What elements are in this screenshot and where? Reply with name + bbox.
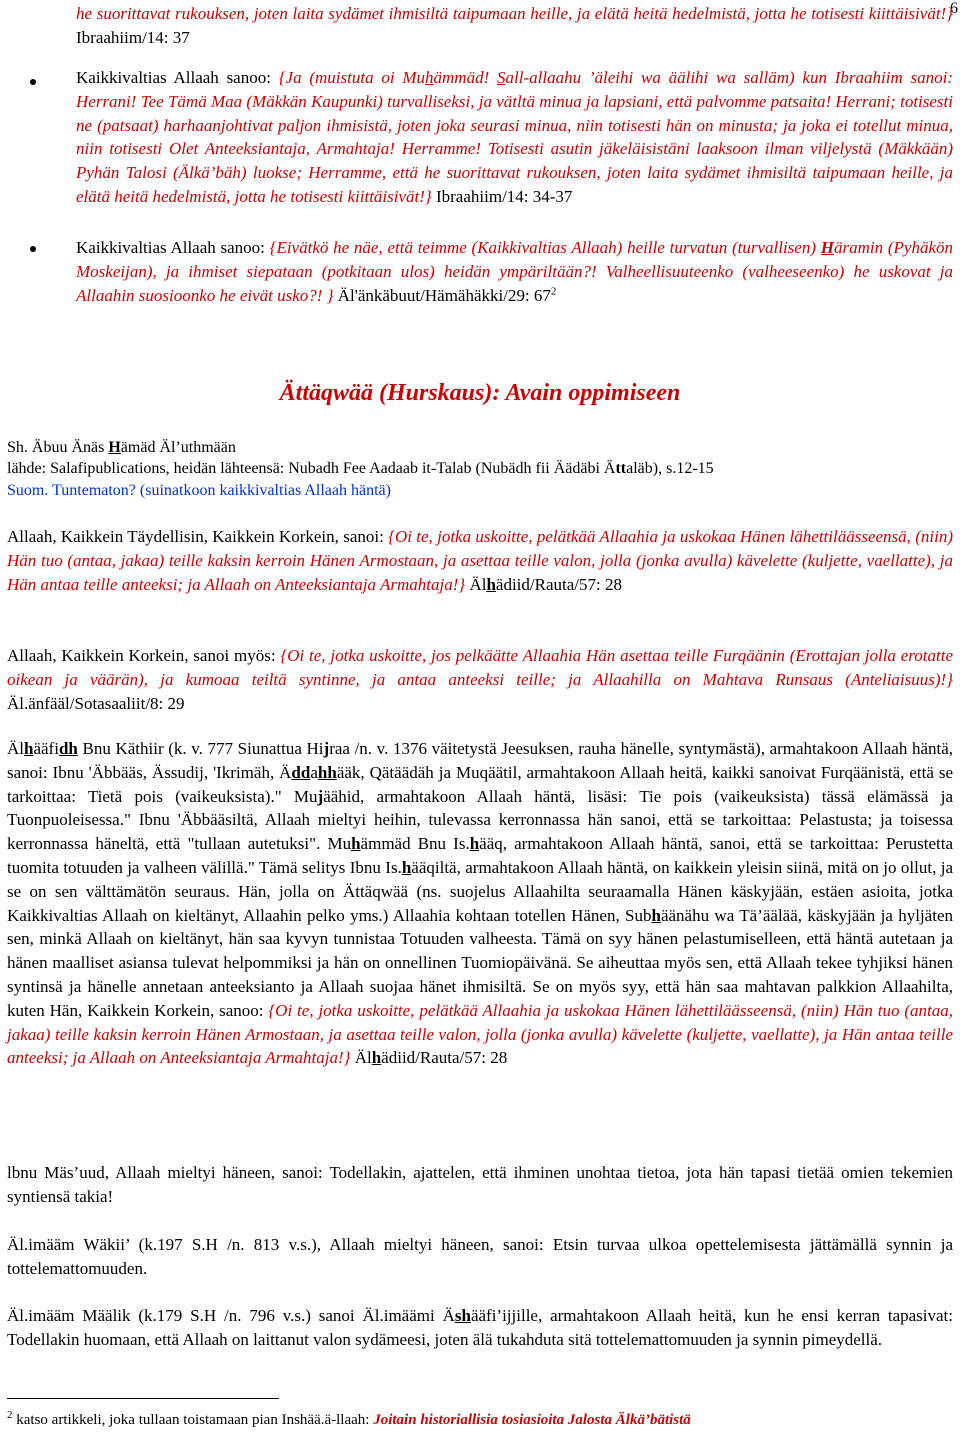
top-paragraph bbox=[76, 2, 953, 50]
author-a: Sh. Äbuu Änäs bbox=[7, 439, 109, 456]
bullet2-red-b: äramin (Pyhäkön Moskeijan), ja ihmiset siepataan (potkitaan ulos) heidän ympäriltään?! Valheellisuuteenko (valheeseenko) he uskovat ja Allaahin suosioonko he eivät usko?! } bbox=[76, 238, 953, 305]
p3-ref-u: h bbox=[371, 1048, 382, 1068]
p6-b: ääfi’ijjille, armahtakoon Allaah heitä, kun he ensi kerran tapasivat: Todellakin huomaan, että Allaah on laittanut valon sydämeesi, joten älä tukahduta sitä tottelemattomuuden ja synnin pimeydellä. bbox=[7, 1306, 953, 1349]
paragraph-4: lbnu Mäs’uud, Allaah mieltyi häneen, sanoi: Todellakin, ajattelen, että ihminen unohtaa tietoa, jota hän tapasi tietää omien tekemien syntiensä takia! bbox=[7, 1163, 953, 1206]
top-ref: Ibraahiim/14: 37 bbox=[76, 27, 190, 47]
bullet1-red-a-u: h bbox=[425, 68, 434, 87]
p3-c: Bnu Käthiir (k. v. 777 Siunattua Hi bbox=[77, 739, 324, 758]
source-bold: tt bbox=[615, 460, 627, 477]
p3-j: ääqiltä, armahtakoon Allaah häntä, on kaikkein yleisin siinä, mitä on jo ollut, ja se on sen välttämätön seuraus. Hän, jolla on Ättäqwää (ns. suojelus Allaahilta seuraamalla Hänen käskyjään, estäen asioita, jotka Kaikkivaltias Allaah on kieltänyt, Allaahin pelko yms.) Allaahia kohtaan totellen Hänen, Sub bbox=[7, 857, 953, 925]
p2-prefix: Allaah, Kaikkein Korkein, sanoi myös: bbox=[7, 646, 281, 665]
p3-a: Äl bbox=[7, 739, 24, 758]
footnote-link-title: Joitain historiallisia tosiasioita Jalosta Älkä’bätistä bbox=[373, 1412, 691, 1428]
bullet1-ref: Ibraahiim/14: 34-37 bbox=[431, 186, 573, 206]
footnote bbox=[7, 1409, 691, 1429]
author-b: ämäd Äl’uthmään bbox=[120, 439, 236, 456]
p6-u: sh bbox=[454, 1306, 471, 1325]
bullet2-ref: Äl'änkäbuut/Hämähäkki/29: 67 bbox=[337, 285, 551, 305]
footnote-ref: 2 bbox=[550, 284, 557, 297]
paragraph-2 bbox=[7, 644, 953, 715]
p1-prefix: Allaah, Kaikkein Täydellisin, Kaikkein Korkein, sanoi: bbox=[7, 527, 389, 546]
p3-i: ääq, armahtakoon Allaah häntä, sanoi, että se tarkoittaa: Perustetta tuomita totuuden ja valheen välillä." Tämä selitys Ibnu Is. bbox=[7, 834, 953, 877]
bullet1-red-b: all-allaahu ’äleihi wa äälihi wa salläm) kun Ibraahiim sanoi: Herrani! Tee Tämä Maa (Mäkkän Kaupunki) turvalliseksi, ja vätltä minua ja lapsiani, että palvomme patsaita! Herrani; totisesti ne (patsaat) harhaanjohtivat paljon ihmisistä, joten joka seurasi minua, niin totisesti hän on minusta; ja joka ei totellut minua, niin totisesti Olet Anteeksiantaja, Armahtaja! Herramme! Totisesti asutin jäkeläisistäni laaksoon ilman viljelystä (Mäkkään) Pyhän Talosi (Älkä’bäh) luokse; Herramme, että he suorittavat rukouksen, joten laita sydämet ihmisiltä taipumaan heille, ja elätä heitä hedelmistä, jotta he totisesti kiittäisivät!} bbox=[76, 68, 954, 206]
p3-ref-a: Äl bbox=[350, 1048, 372, 1068]
author-line bbox=[7, 437, 953, 458]
p3-u4: dd bbox=[291, 762, 311, 782]
p3-u8: h bbox=[469, 834, 480, 854]
p3-quote: {Oi te, jotka uskoitte, pelätkää Allaahia ja uskokaa Hänen lähettiläässeensä, (niin) Hän tuo (antaa, jakaa) teille kaksin kerroin Hänen Armostaan, ja asettaa teille valon, jolla (jonka avulla) kävelette (kuljette, vaellatte), ja Hän antaa teille anteeksi; ja Allaah on Anteeksiantaja Armahtaja!} bbox=[7, 1000, 953, 1068]
bullet-2 bbox=[76, 236, 953, 307]
bullet-dot bbox=[30, 79, 36, 85]
p3-k: äänähu wa Tä’äälää, käskyjään ja hyljäten sen, minkä Allaah on kieltänyt, hän saa kyvyn tunnistaa Totuuden valheesta. Tämä on syy hänen pelastumiselleen, että häntä autetaan ja hänen maalliset asiansa tulevat helpommiksi ja hän on onnellinen Tuomiopäivänä. Se aiheuttaa myös sen, että Allaah tekee tyhjiksi hänen syntinsä ja hänelle annetaan anteeksianto ja Allaah suojaa hänet ihmisiltä. Se on myös syy, että hän saa mahtavan palkkion Allaahilta, kuten Hän, Kaikkein Korkein, sanoo: bbox=[7, 905, 953, 1020]
paragraph-3 bbox=[7, 737, 953, 1070]
bullet1-red-b-u: S bbox=[497, 68, 506, 87]
p3-g: äähid, armahtakoon Allaah häntä, lisäsi: Tie pois (vaikeuksista) tässä elämässä ja Tuonpuoleisessa." Ibnu 'Äbbääsiltä, Allaah mieltyi heihin, tulevassa kerronnassa hän sanoi, että se tarkoittaa: Pelastusta; ja toisessa kerronnassa häneltä, että "tullaan autetuksi". Mu bbox=[7, 786, 954, 854]
p1-ref-b: ädiid/Rauta/57: 28 bbox=[495, 574, 622, 594]
article-title: Ättäqwää (Hurskaus): Avain oppimiseen bbox=[279, 380, 681, 406]
p3-h: ämmäd Bnu Is. bbox=[360, 834, 470, 854]
paragraph-1 bbox=[7, 525, 953, 596]
bullet2-prefix: Kaikkivaltias Allaah sanoo: bbox=[76, 238, 270, 257]
page-number: 6 bbox=[950, 0, 958, 17]
p3-e: a bbox=[310, 762, 318, 782]
bullet1-prefix: Kaikkivaltias Allaah sanoo: bbox=[76, 68, 279, 87]
p3-u2: dh bbox=[58, 739, 78, 758]
footnote-separator bbox=[7, 1398, 279, 1399]
p3-ref-b: ädiid/Rauta/57: 28 bbox=[381, 1048, 508, 1068]
bullet2-red-u: H bbox=[820, 238, 834, 257]
paragraph-6 bbox=[7, 1304, 953, 1352]
top-red-text: he suorittavat rukouksen, joten laita sydämet ihmisiltä taipumaan heille, ja elätä heitä hedelmistä, jotta he totisesti kiittäisivät!} bbox=[76, 4, 953, 23]
p1-ref-a: Äl bbox=[469, 574, 487, 594]
p3-u5: hh bbox=[317, 762, 337, 782]
p3-u: h bbox=[24, 739, 34, 758]
p3-u3: j bbox=[323, 739, 330, 758]
p2-quote: {Oi te, jotka uskoitte, jos pelkäätte Allaahia Hän asettaa teille Furqäänin (Erottajan jolla erotatte oikean ja väärän), ja kumoaa teiltä syntinne, ja antaa anteeksi teille; ja Allaahilla on Mahtava Runsaus (Anteliaisuus)!} bbox=[7, 646, 954, 689]
p3-u6: j bbox=[317, 786, 324, 806]
source-b: aläb), s.12-15 bbox=[626, 460, 714, 477]
author-u: H bbox=[108, 439, 121, 456]
bullet-dot bbox=[30, 246, 36, 252]
bullet1-red-a2: ämmäd! bbox=[433, 68, 498, 87]
p3-u9: h bbox=[401, 857, 412, 877]
source-a: lähde: Salafipublications, heidän lähteensä: Nubadh Fee Aadaab it-Talab (Nubädh fii Äädäbi Ä bbox=[7, 460, 616, 477]
bullet1-red-a: {Ja (muistuta oi Mu bbox=[278, 68, 426, 87]
footnote-number: 2 bbox=[7, 1409, 13, 1421]
p2-ref: Äl.änfääl/Sotasaaliit/8: 29 bbox=[7, 693, 185, 713]
p1-ref-u: h bbox=[486, 574, 496, 594]
p6-a: Äl.imääm Määlik (k.179 S.H /n. 796 v.s.) sanoi Äl.imäämi Ä bbox=[7, 1306, 455, 1325]
paragraph-5: Äl.imääm Wäkii’ (k.197 S.H /n. 813 v.s.), Allaah mieltyi häneen, sanoi: Etsin turvaa ulkoa opettelemisesta jättämällä synnin ja tottelemattomuuden. bbox=[7, 1235, 953, 1278]
p3-d: raa /n. v. 1376 väitetystä Jeesuksen, rauha hänelle, syntymästä), armahtakoon Allaah häntä, sanoi: Ibnu 'Äbbääs, Ässudij, 'Ikrimäh, Ä bbox=[7, 739, 954, 782]
source-line bbox=[7, 458, 953, 479]
p3-u7: h bbox=[351, 834, 361, 854]
p3-u10: h bbox=[651, 905, 661, 925]
p1-quote: {Oi te, jotka uskoitte, pelätkää Allaahia ja uskokaa Hänen lähettiläässeensä, (niin) Hän tuo (antaa, jakaa) teille kaksin kerroin Hänen Armostaan, ja asettaa teille valon, jolla (jonka avulla) kävelette (kuljette, vaellatte), ja Hän antaa teille anteeksi; ja Allaah on Anteeksiantaja Armahtaja!} bbox=[7, 527, 953, 594]
p3-b: ääfi bbox=[33, 739, 59, 758]
translator-line: Suom. Tuntematon? (suinatkoon kaikkivaltias Allaah häntä) bbox=[7, 482, 391, 499]
bullet2-red-a: {Eivätkö he näe, että teimme (Kaikkivaltias Allaah) heille turvatun (turvallisen) bbox=[269, 238, 821, 257]
footnote-text: katso artikkeli, joka tullaan toistamaan pian Inshää.ä-llaah: bbox=[12, 1412, 374, 1428]
bullet-1 bbox=[76, 66, 953, 209]
p3-f: ääk, Qätäädäh ja Muqäätil, armahtakoon Allaah heitä, kaikki sanoivat Furqäänistä, että se tarkoittaa: Tietä pois (vaikeuksista)." Mu bbox=[7, 762, 953, 806]
